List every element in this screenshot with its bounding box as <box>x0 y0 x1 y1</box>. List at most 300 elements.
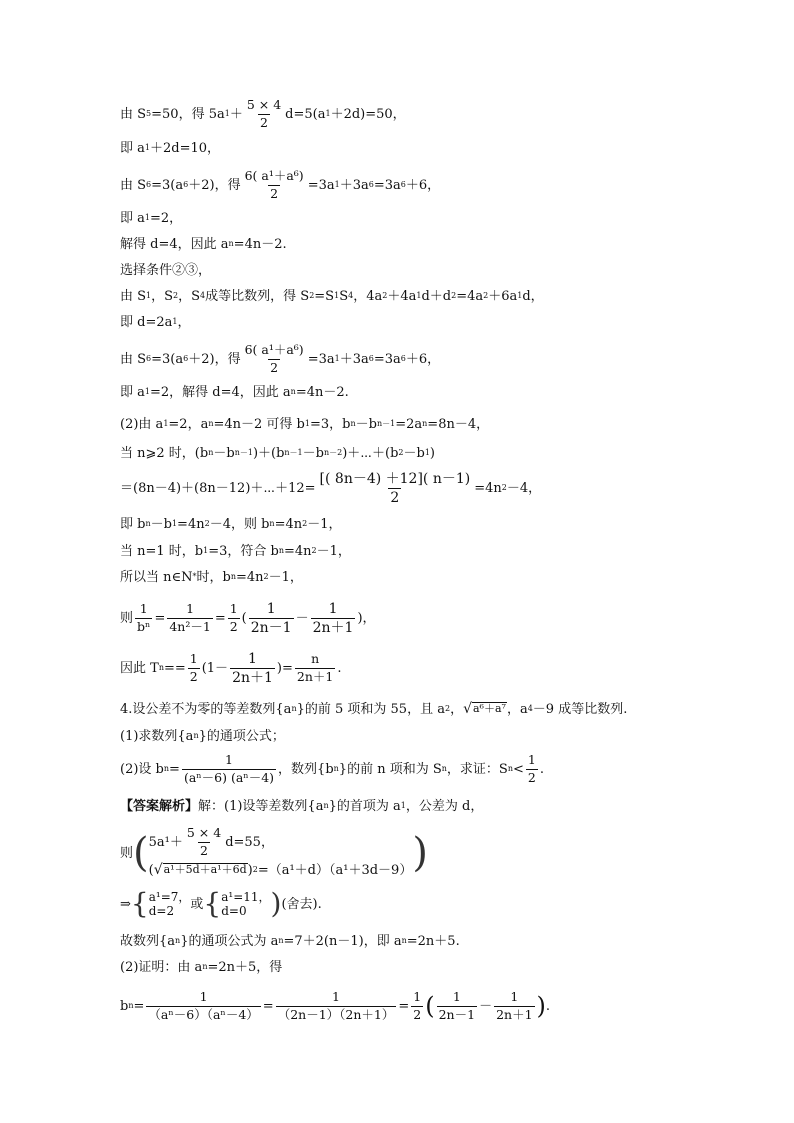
subscript: n <box>401 936 407 945</box>
text: ＋ <box>229 106 243 122</box>
fraction <box>135 603 152 633</box>
fraction <box>249 602 294 635</box>
solution-line-6 <box>120 259 211 281</box>
subscript: 1 <box>146 291 152 300</box>
system-row-1: a¹=7， <box>148 890 191 904</box>
subscript: n－1 <box>284 448 303 457</box>
fraction <box>318 472 473 505</box>
solution-line-3 <box>120 163 440 207</box>
fraction <box>146 991 260 1021</box>
fraction <box>295 653 335 683</box>
subscript: 1 <box>424 448 430 457</box>
superscript: 2 <box>311 546 317 555</box>
subscript: 1 <box>203 546 209 555</box>
numerator: 1 <box>452 989 461 1004</box>
text: －b <box>302 445 324 461</box>
text: ＋3a <box>339 177 369 193</box>
subscript: n <box>422 419 428 428</box>
subscript: n <box>228 239 234 248</box>
text: b <box>120 998 129 1014</box>
subscript: 4 <box>348 291 354 300</box>
numerator: 5 × 4 <box>246 97 282 112</box>
text: 5a¹＋ <box>148 834 183 850</box>
radicand: a¹＋5d＋a¹＋6d <box>163 863 247 876</box>
text: ＝(8n－4)＋(8n－12)＋⋯＋12= <box>120 480 316 496</box>
superscript: 2 <box>302 519 308 528</box>
subscript: n <box>145 519 151 528</box>
subscript: 1 <box>517 291 523 300</box>
radicand: a⁶＋a⁷ <box>473 702 506 715</box>
text: ，S <box>151 288 174 304</box>
subscript: n <box>278 936 284 945</box>
subscript: n <box>230 572 236 581</box>
subscript: n <box>128 1001 134 1010</box>
text: ＋2d)=50， <box>330 106 406 122</box>
fraction <box>526 754 538 784</box>
subscript: 6 <box>400 180 406 189</box>
text: }的前 5 项和为 55，且 a <box>296 701 445 717</box>
superscript: 2 <box>309 291 315 300</box>
fraction <box>276 991 397 1021</box>
text: =3a <box>307 177 335 193</box>
solution-line-5 <box>120 233 287 255</box>
text: －4， <box>506 480 542 496</box>
left-brace-icon: { <box>130 887 149 920</box>
text: －1， <box>307 516 342 532</box>
denominator: 2 <box>189 668 198 684</box>
text: 即 a <box>120 384 145 400</box>
text: )， <box>357 610 376 626</box>
numerator: 1 <box>186 601 195 616</box>
text: ＋6a <box>488 288 518 304</box>
text: < <box>512 761 524 777</box>
system-brace <box>133 825 428 881</box>
subscript: n <box>158 663 164 672</box>
text: d＋d <box>421 288 452 304</box>
text: =3，b <box>309 416 351 432</box>
text: 由 S <box>120 351 147 367</box>
text: =2， <box>149 210 183 226</box>
numerator: 6( a¹＋a⁶) <box>244 168 304 183</box>
text: =2a <box>395 416 423 432</box>
text: －1， <box>316 543 351 559</box>
text: =4n <box>474 480 502 496</box>
solution-line-1 <box>120 92 406 136</box>
denominator: （2n－1）（2n＋1） <box>277 1006 395 1022</box>
subscript: 1 <box>144 213 150 222</box>
numerator: 5 × 4 <box>186 825 222 840</box>
solution-line-11 <box>120 413 489 435</box>
text: ， <box>450 701 464 717</box>
denominator: (aⁿ－6) (aⁿ－4) <box>183 769 275 785</box>
text: ＋6， <box>405 177 441 193</box>
text: ＋2)，得 <box>188 351 241 367</box>
text: =4n <box>284 543 312 559</box>
text: －4，则 b <box>209 516 270 532</box>
answer-label: 【答案解析】 <box>120 798 199 814</box>
denominator: 2 <box>413 1006 422 1022</box>
system-brace <box>203 887 282 920</box>
text: =7＋2(n－1)，即 a <box>283 933 402 949</box>
denominator: 2n＋1 <box>296 668 334 684</box>
text: 由 S <box>120 177 147 193</box>
denominator: 2n＋1 <box>496 1006 533 1022</box>
subscript: 1 <box>334 354 340 363</box>
text: S <box>339 288 349 304</box>
system-row-1: a¹=11， <box>221 890 271 904</box>
text: = <box>262 998 274 1014</box>
solution-line-4 <box>120 207 182 229</box>
square-root <box>463 702 507 716</box>
fraction <box>437 991 477 1021</box>
text: =4a <box>456 288 484 304</box>
text: }的首项为 a <box>328 798 401 814</box>
numerator: 6( a¹＋a⁶) <box>244 342 304 357</box>
text: =4n <box>274 516 303 532</box>
text: d=55， <box>225 834 274 850</box>
square-root <box>154 863 248 877</box>
solution-line-9 <box>120 337 440 381</box>
proof-line <box>120 984 550 1028</box>
system-rows <box>149 890 191 918</box>
solution-line-13 <box>120 466 541 510</box>
text: )＋⋯＋(b <box>342 445 399 461</box>
text: 则 <box>120 610 134 626</box>
text: 解得 d=4，因此 a <box>120 236 229 252</box>
proof-intro <box>120 956 282 978</box>
fraction <box>311 602 356 635</box>
superscript: 2 <box>382 291 388 300</box>
text: =2，a <box>168 416 209 432</box>
subscript: 1 <box>334 291 340 300</box>
subscript: 1 <box>304 419 310 428</box>
text: =8n－4， <box>427 416 490 432</box>
text: = <box>154 610 166 626</box>
subscript: n <box>333 764 339 773</box>
subscript: 2 <box>444 704 451 713</box>
text: 则 <box>120 845 134 861</box>
subscript: 1 <box>144 143 150 152</box>
text: ， <box>177 314 191 330</box>
fraction <box>182 754 276 784</box>
text: =（a¹＋d）（a¹＋3d－9） <box>257 862 413 878</box>
subscript: 6 <box>183 180 189 189</box>
numerator: 1 <box>510 989 519 1004</box>
text: )= <box>276 660 293 676</box>
subscript: 1 <box>400 801 406 810</box>
system-row-1 <box>149 825 413 859</box>
fraction <box>243 344 306 374</box>
system-row-2 <box>149 859 413 881</box>
fraction <box>185 827 223 857</box>
denominator: 4n²－1 <box>169 618 211 634</box>
problem-4-part-1 <box>120 725 285 747</box>
right-paren-icon: ) <box>536 992 546 1020</box>
text: ) <box>247 862 253 878</box>
problem-4-part-2 <box>120 747 544 791</box>
subscript: n <box>202 962 208 971</box>
fraction <box>243 170 306 200</box>
radical-sign-icon: √ <box>153 862 163 878</box>
solution-line-15 <box>120 540 351 562</box>
text: ＋2d=10， <box>149 140 221 156</box>
subscript: n <box>291 704 297 713</box>
text: 成等比数列，得 S <box>205 288 310 304</box>
fraction <box>228 603 240 633</box>
text: = <box>398 998 410 1014</box>
text: 即 a <box>120 140 145 156</box>
text: 故数列{a <box>120 933 176 949</box>
text: 时，b <box>196 569 231 585</box>
solution-line-17 <box>120 596 376 640</box>
solution-line-12 <box>120 442 435 464</box>
text: ＋6， <box>405 351 441 367</box>
text: 所以当 n∈N <box>120 569 193 585</box>
text: ＋3a <box>339 351 369 367</box>
fraction <box>230 652 275 685</box>
text: =4n－2. <box>295 384 349 400</box>
denominator: 2 <box>229 618 238 634</box>
text: 4.设公差不为零的等差数列{a <box>120 701 292 717</box>
solution-line-18 <box>120 646 341 690</box>
fraction <box>245 99 283 129</box>
subscript: 1 <box>416 291 422 300</box>
subscript: n <box>278 546 284 555</box>
denominator: 2 <box>270 359 279 375</box>
text: ＋2)，得 <box>188 177 241 193</box>
text: }的通项公式； <box>198 728 285 744</box>
subscript: n－1 <box>376 419 396 428</box>
text: =S <box>314 288 335 304</box>
system-row-2: d=0 <box>221 904 247 918</box>
numerator: n <box>311 651 320 666</box>
text: =3(a <box>151 177 184 193</box>
numerator: 1 <box>229 601 238 616</box>
subscript: n <box>350 419 356 428</box>
text: =2n＋5. <box>406 933 460 949</box>
numerator: 1 <box>413 989 422 1004</box>
text: (2)设 b <box>120 761 164 777</box>
denominator: 2n－1 <box>438 1006 476 1022</box>
system-row-2: d=2 <box>148 904 175 918</box>
text: ( <box>241 610 247 626</box>
problem-4-statement <box>120 698 627 720</box>
text: －b <box>355 416 377 432</box>
subscript: 1 <box>224 109 230 118</box>
subscript: 6 <box>368 180 374 189</box>
text: ( <box>148 862 154 878</box>
numerator: 1 <box>248 650 257 667</box>
denominator: 2 <box>270 185 279 201</box>
text: == <box>163 660 186 676</box>
superscript: 2 <box>451 291 457 300</box>
subscript: 5 <box>146 109 152 118</box>
text: 当 n=1 时，b <box>120 543 204 559</box>
text: ，求证：S <box>446 761 508 777</box>
subscript: n <box>175 936 181 945</box>
text: 即 a <box>120 210 145 226</box>
text: 即 d=2a <box>120 314 173 330</box>
subscript: 6 <box>368 354 374 363</box>
text: 即 b <box>120 516 146 532</box>
system-brace <box>130 887 191 920</box>
denominator: 2 <box>200 842 208 858</box>
subscript: n <box>163 764 170 773</box>
text: 选择条件②③， <box>120 262 212 278</box>
numerator: 1 <box>527 752 536 767</box>
text: =3a <box>373 177 401 193</box>
subscript: n <box>323 801 329 810</box>
numerator: 1 <box>199 989 208 1004</box>
text: ，a <box>506 701 528 717</box>
text: =2，解得 d=4，因此 a <box>149 384 291 400</box>
subscript: 2 <box>173 291 179 300</box>
superscript: 2 <box>483 291 489 300</box>
text: － <box>479 998 493 1014</box>
text: =3，符合 b <box>208 543 279 559</box>
denominator: 2 <box>527 769 536 785</box>
right-paren-icon: ) <box>270 887 282 920</box>
solution-line-14 <box>120 513 342 535</box>
text: = <box>214 610 226 626</box>
subscript: 1 <box>144 387 150 396</box>
text: )＋(b <box>252 445 285 461</box>
text: － <box>295 610 309 626</box>
subscript: 6 <box>400 354 406 363</box>
subscript: n <box>507 764 513 773</box>
denominator: 2n－1 <box>250 619 292 636</box>
text: d=5(a <box>285 106 326 122</box>
denominator: 2n＋1 <box>312 619 354 636</box>
right-paren-icon: ) <box>412 830 428 876</box>
text: =2n＋5，得 <box>207 959 283 975</box>
text: －b <box>150 516 172 532</box>
subscript: 6 <box>183 354 189 363</box>
text: －b <box>213 445 235 461</box>
solution-line-7 <box>120 285 544 307</box>
text: d， <box>522 288 544 304</box>
text: }的前 n 项和为 S <box>338 761 442 777</box>
text: ＋4a <box>387 288 417 304</box>
subscript: 1 <box>334 180 340 189</box>
text: ，公差为 d， <box>405 798 484 814</box>
superscript: 2 <box>204 519 210 528</box>
numerator: [( 8n－4) ＋12]( n－1) <box>319 470 471 487</box>
left-paren-icon: ( <box>425 992 435 1020</box>
fraction <box>494 991 534 1021</box>
text: －b <box>403 445 425 461</box>
text: ) <box>429 445 435 461</box>
subscript: n <box>208 448 214 457</box>
denominator: bⁿ <box>137 618 151 634</box>
text: =3(a <box>151 351 184 367</box>
subscript: 6 <box>146 180 152 189</box>
text: = <box>133 998 145 1014</box>
solution-line-2 <box>120 137 220 159</box>
radical-sign-icon: √ <box>463 701 472 717</box>
superscript: 2 <box>263 572 269 581</box>
text: －1， <box>268 569 303 585</box>
system-rows <box>221 890 270 918</box>
subscript: 1 <box>172 317 178 326</box>
text: =3a <box>307 351 335 367</box>
subscript: n <box>269 519 275 528</box>
solution-line-8 <box>120 311 190 333</box>
text: =4n－2. <box>233 236 287 252</box>
subscript: 4 <box>200 291 206 300</box>
subscript: 1 <box>171 519 178 528</box>
text: (2)由 a <box>120 416 164 432</box>
system-rows <box>149 825 413 881</box>
text: 解：(1)设等差数列{a <box>198 798 324 814</box>
denominator: 2 <box>260 114 268 130</box>
text: . <box>545 998 551 1014</box>
text: (1－ <box>201 660 229 676</box>
subscript: 2 <box>398 448 404 457</box>
numerator: 1 <box>332 989 340 1004</box>
text: －9 成等比数列. <box>532 701 628 717</box>
text: =3a <box>373 351 401 367</box>
answer-header <box>120 795 483 817</box>
numerator: 1 <box>139 601 148 616</box>
subscript: n－1 <box>234 448 253 457</box>
text: . <box>337 660 342 676</box>
fraction <box>167 603 212 633</box>
text: ⇒ <box>120 896 131 912</box>
left-brace-icon: { <box>203 887 222 920</box>
text: =4n <box>177 516 205 532</box>
solution-conclusion <box>120 930 460 952</box>
subscript: n <box>193 731 199 740</box>
superscript: * <box>192 572 197 581</box>
text: ，4a <box>353 288 383 304</box>
text: 由 S <box>120 288 147 304</box>
text: =4n－2 可得 b <box>213 416 305 432</box>
text: ，数列{b <box>278 761 334 777</box>
equation-system <box>120 822 428 884</box>
text: }的通项公式为 a <box>180 933 279 949</box>
text: (舍去). <box>281 896 322 912</box>
fraction <box>411 991 423 1021</box>
text: 当 n⩾2 时，(b <box>120 445 209 461</box>
solution-line-10 <box>120 381 349 403</box>
subscript: n <box>441 764 447 773</box>
numerator: 1 <box>328 600 338 617</box>
left-brace-icon: ( <box>133 830 149 876</box>
subscript: 1 <box>325 109 331 118</box>
subscript: n <box>208 419 214 428</box>
subscript: n－2 <box>323 448 343 457</box>
denominator: （aⁿ－6）（aⁿ－4） <box>148 1006 259 1022</box>
subscript: 6 <box>146 354 152 363</box>
superscript: 2 <box>252 865 258 874</box>
text: 由 S <box>120 106 147 122</box>
text: ，S <box>178 288 201 304</box>
numerator: 1 <box>225 752 233 767</box>
solution-line-16 <box>120 566 303 588</box>
numerator: 1 <box>189 651 198 666</box>
subscript: 4 <box>527 704 533 713</box>
text: =50，得 5a <box>151 106 225 122</box>
text: =4n <box>236 569 264 585</box>
text: (1)求数列{a <box>120 728 194 744</box>
numerator: 1 <box>266 600 276 617</box>
text: = <box>169 761 180 777</box>
text: . <box>539 761 544 777</box>
text: 因此 T <box>120 660 159 676</box>
denominator: 2n＋1 <box>232 669 273 686</box>
fraction <box>188 653 200 683</box>
